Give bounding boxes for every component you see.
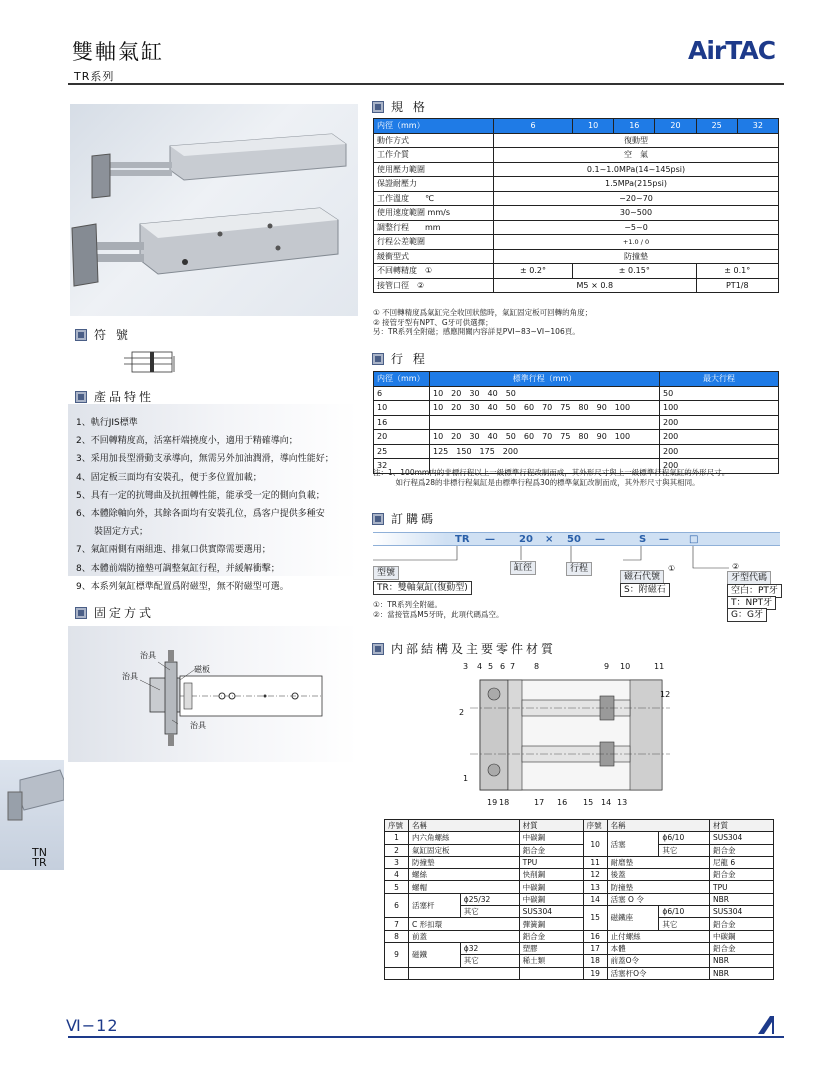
part-name: 螺帽 <box>409 881 520 893</box>
callout-number: 8 <box>534 662 540 671</box>
spec-row <box>374 133 779 148</box>
part-number: 11 <box>583 856 607 868</box>
header-divider <box>68 83 784 85</box>
section-symbol-title: 符 號 <box>94 328 131 342</box>
callout-number: 11 <box>654 662 665 671</box>
callout-number: 15 <box>583 798 594 807</box>
stroke-header-row <box>374 372 779 387</box>
parts-header-row <box>385 820 774 832</box>
part-name: 氣缸固定板 <box>409 844 520 856</box>
section-symbol <box>76 326 131 343</box>
part-number: 3 <box>385 856 409 868</box>
side-tab-tn: TN <box>32 846 47 859</box>
section-bullet-icon <box>373 644 383 654</box>
order-thread-label: 牙型代碼 <box>727 571 771 585</box>
mount-jig-label: 治具 <box>190 721 206 730</box>
part-material: TPU <box>519 856 583 868</box>
part-name: 耐磨墊 <box>607 856 709 868</box>
spec-value: 30~500 <box>494 206 779 221</box>
spec-key: 緩衝型式 <box>374 249 494 264</box>
parts-row <box>385 930 774 942</box>
side-tab-tr: TR <box>32 856 47 869</box>
parts-row <box>385 869 774 881</box>
parts-row <box>385 856 774 868</box>
part-number: 19 <box>583 967 607 979</box>
stroke-row <box>374 444 779 459</box>
feature-item: 4、固定板三面均有安裝孔，便于多位置加載； <box>76 472 262 483</box>
spec-row <box>374 249 779 264</box>
spec-key: 動作方式 <box>374 133 494 148</box>
stroke-cell: 25 <box>374 444 430 459</box>
spec-value: ± 0.2° <box>494 264 573 279</box>
pneumatic-symbol-icon <box>124 350 184 374</box>
section-features <box>76 388 154 405</box>
part-material: 鋁合金 <box>710 918 774 930</box>
page-title: 雙軸氣缸 <box>72 40 164 64</box>
parts-row <box>385 942 774 954</box>
callout-number: 19 <box>487 798 498 807</box>
parts-row <box>385 893 774 905</box>
section-spec-title: 規 格 <box>391 100 428 114</box>
section-bullet-icon <box>373 102 383 112</box>
part-number: 1 <box>385 832 409 844</box>
part-material: NBR <box>710 955 774 967</box>
stroke-cell: 50 <box>660 386 779 401</box>
section-order-title: 訂購碼 <box>391 512 437 526</box>
stroke-cell: 16 <box>374 415 430 430</box>
stroke-col-header: 内徑（mm） <box>374 372 430 387</box>
airtac-corner-logo-icon <box>756 1014 782 1036</box>
spec-row <box>374 264 779 279</box>
order-code-sep: — <box>659 534 669 545</box>
stroke-cell: 10 20 30 40 50 60 70 75 80 90 100 <box>430 430 660 445</box>
spec-table <box>373 118 779 293</box>
stroke-cell: 6 <box>374 386 430 401</box>
stroke-note: 如行程爲28的非標行程氣缸是由標準行程爲30的標準氣缸改制而成，其外形尺寸與其相同。 <box>373 477 700 487</box>
part-name: 活塞杆O令 <box>607 967 709 979</box>
stroke-cell <box>430 415 660 430</box>
part-name: 磁鐵 <box>409 942 461 967</box>
part-sub: 其它 <box>659 844 710 856</box>
part-number: 6 <box>385 893 409 918</box>
spec-note: 另：TR系列全附磁；感應開關内容詳見PVI−83~VI−106頁。 <box>373 327 580 336</box>
spec-value: 防撞墊 <box>494 249 779 264</box>
part-name: 防撞墊 <box>409 856 520 868</box>
feature-item: 3、采用加長型滑動支承導向，無需另外加油潤滑，導向性能好； <box>76 454 334 465</box>
stroke-cell: 10 <box>374 401 430 416</box>
spec-key: 工作介質 <box>374 148 494 163</box>
part-sub: 其它 <box>460 906 519 918</box>
spec-key: 保證耐壓力 <box>374 177 494 192</box>
part-number: 12 <box>583 869 607 881</box>
section-bullet-icon <box>76 330 86 340</box>
spec-value: ± 0.1° <box>696 264 778 279</box>
section-bullet-icon <box>373 514 383 524</box>
order-code-bar <box>373 532 780 546</box>
part-material: 塑膠 <box>519 942 583 954</box>
footer-divider <box>68 1036 784 1038</box>
spec-row <box>374 148 779 163</box>
parts-col-header: 序號 <box>385 820 409 832</box>
stroke-notes <box>373 468 729 487</box>
part-name: 内六角螺絲 <box>409 832 520 844</box>
spec-bore-label: 内徑（mm） <box>374 119 494 134</box>
part-name: 活塞 O 令 <box>607 893 709 905</box>
section-bullet-icon <box>373 354 383 364</box>
parts-row <box>385 881 774 893</box>
part-number: 2 <box>385 844 409 856</box>
order-code-part: 20 <box>519 534 533 545</box>
airtac-logo <box>688 34 784 64</box>
part-material: 鋁合金 <box>519 930 583 942</box>
feature-item: 6、本體除軸向外，其餘各面均有安裝孔位，爲客户提供多種安 <box>76 509 325 520</box>
stroke-cell: 200 <box>660 459 779 474</box>
part-name: 活塞杆 <box>409 893 461 918</box>
feature-item: 8、本體前端防撞墊可調整氣缸行程，并緩解衝擊； <box>76 563 280 574</box>
spec-value: ± 0.15° <box>573 264 697 279</box>
spec-bore: 20 <box>655 119 696 134</box>
order-code-sep: × <box>545 534 554 545</box>
spec-value: 空 氣 <box>494 148 779 163</box>
callout-number: 6 <box>500 662 506 671</box>
stroke-cell: 20 <box>374 430 430 445</box>
spec-value: −5~0 <box>494 220 779 235</box>
part-name: 螺絲 <box>409 869 520 881</box>
part-sub: 其它 <box>460 955 519 967</box>
spec-value: 復動型 <box>494 133 779 148</box>
spec-bore: 25 <box>696 119 737 134</box>
spec-key: 工作溫度 ℃ <box>374 191 494 206</box>
mount-plate-label: 磁板 <box>194 665 210 674</box>
callout-number: 12 <box>660 690 671 699</box>
order-code-part: 50 <box>567 534 581 545</box>
part-number: 7 <box>385 918 409 930</box>
order-note: ①：TR系列全附磁。 <box>373 600 443 609</box>
spec-value: 0.1~1.0MPa(14~145psi) <box>494 162 779 177</box>
section-structure-title: 内部結構及主要零件材質 <box>391 642 557 656</box>
spec-bore: 32 <box>737 119 778 134</box>
feature-item: 5、具有一定的抗彎曲及抗扭轉性能，能承受一定的側向負載； <box>76 490 325 501</box>
spec-row <box>374 206 779 221</box>
spec-header-row <box>374 119 779 134</box>
callout-number: 16 <box>557 798 568 807</box>
spec-row <box>374 162 779 177</box>
order-stroke-label: 行程 <box>566 562 592 576</box>
part-material: 中碳鋼 <box>710 930 774 942</box>
spec-key: 行程公差範圍 <box>374 235 494 250</box>
callout-number: 13 <box>617 798 628 807</box>
callout-number: 14 <box>601 798 612 807</box>
part-material: 鋁合金 <box>710 942 774 954</box>
stroke-col-header: 標準行程（mm） <box>430 372 660 387</box>
part-material: 鋁合金 <box>710 844 774 856</box>
side-tab-product-icon <box>0 760 64 846</box>
spec-row <box>374 191 779 206</box>
spec-value: PT1/8 <box>696 278 778 293</box>
order-magnet-label: 磁石代號 <box>620 570 664 584</box>
callout-number: 18 <box>499 798 510 807</box>
callout-number: 1 <box>463 774 469 783</box>
callout-number: 4 <box>477 662 483 671</box>
part-name: 本體 <box>607 942 709 954</box>
stroke-cell: 200 <box>660 415 779 430</box>
order-type-label: 型號 <box>373 566 399 580</box>
stroke-col-header: 最大行程 <box>660 372 779 387</box>
part-material: 中碳鋼 <box>519 881 583 893</box>
callout-number: 3 <box>463 662 469 671</box>
part-sub: ϕ6/10 <box>659 906 710 918</box>
parts-col-header: 材質 <box>519 820 583 832</box>
part-material: 彈簧鋼 <box>519 918 583 930</box>
stroke-cell: 125 150 175 200 <box>430 444 660 459</box>
side-tab-label <box>32 848 47 868</box>
order-thread-value: 空白：PT牙 <box>727 584 782 598</box>
callout-number: 9 <box>604 662 610 671</box>
section-stroke <box>373 350 428 367</box>
stroke-note: 注：1、100mm内的非標行程以上一級標準行程改制而成，其外形尺寸與上一級標準行程氣缸的外形尺寸。 <box>373 468 730 477</box>
parts-table <box>384 819 774 980</box>
part-material: 尼龍 6 <box>710 856 774 868</box>
spec-bore: 6 <box>494 119 573 134</box>
section-spec <box>373 98 428 115</box>
order-code-part: S <box>639 534 647 545</box>
stroke-cell: 100 <box>660 401 779 416</box>
part-sub: ϕ32 <box>460 942 519 954</box>
part-sub: 其它 <box>659 918 710 930</box>
order-note: ②：當接管爲M5牙時，此項代碼爲空。 <box>373 609 504 619</box>
part-material: 鋁合金 <box>519 844 583 856</box>
mount-jig-label: 治具 <box>140 651 156 660</box>
logo-text: AirTAC <box>688 36 776 64</box>
part-material: SUS304 <box>710 906 774 918</box>
spec-notes <box>373 308 592 337</box>
section-stroke-title: 行 程 <box>391 352 428 366</box>
part-material: SUS304 <box>519 906 583 918</box>
part-name: 前蓋O令 <box>607 955 709 967</box>
callout-number: 7 <box>510 662 516 671</box>
spec-row <box>374 235 779 250</box>
section-features-title: 產品特性 <box>94 390 155 404</box>
part-number: 13 <box>583 881 607 893</box>
part-number: 5 <box>385 881 409 893</box>
callout-number: 5 <box>488 662 494 671</box>
part-name: 防撞墊 <box>607 881 709 893</box>
stroke-row <box>374 430 779 445</box>
feature-item: 7、氣缸兩側有兩組進、排氣口供實際需要選用； <box>76 545 271 556</box>
part-material: 鋁合金 <box>710 869 774 881</box>
part-number: 9 <box>385 942 409 967</box>
stroke-cell: 32 <box>374 459 430 474</box>
part-material: SUS304 <box>710 832 774 844</box>
part-material: NBR <box>710 967 774 979</box>
parts-col-header: 名稱 <box>607 820 709 832</box>
parts-col-header: 序號 <box>583 820 607 832</box>
spec-row <box>374 278 779 293</box>
stroke-row <box>374 401 779 416</box>
parts-col-header: 材質 <box>710 820 774 832</box>
spec-key: 接管口徑 ② <box>374 278 494 293</box>
part-number: 10 <box>583 832 607 857</box>
feature-item: 1、軌行JIS標準 <box>76 418 138 428</box>
order-thread-value: G：G牙 <box>727 608 767 622</box>
stroke-cell: 10 20 30 40 50 60 70 75 80 90 100 <box>430 401 660 416</box>
features-list <box>76 414 334 596</box>
part-sub: ϕ6/10 <box>659 832 710 844</box>
order-code-part: □ <box>689 534 699 545</box>
order-type-value: TR：雙軸氣缸(復動型) <box>373 581 472 595</box>
spec-value: −20~70 <box>494 191 779 206</box>
page-number: Ⅵ−12 <box>66 1016 119 1035</box>
part-number: 18 <box>583 955 607 967</box>
stroke-row <box>374 386 779 401</box>
part-material: NBR <box>710 893 774 905</box>
part-name: C 形扣環 <box>409 918 520 930</box>
parts-col-header: 名稱 <box>409 820 520 832</box>
part-number: 15 <box>583 906 607 931</box>
section-mount <box>76 604 154 621</box>
part-material: 中碳鋼 <box>519 893 583 905</box>
part-number: 14 <box>583 893 607 905</box>
part-material: 稀土類 <box>519 955 583 967</box>
stroke-cell: 200 <box>660 444 779 459</box>
spec-note: ① 不回轉精度爲氣缸完全收回狀態時，氣缸固定板可回轉的角度； <box>373 308 593 317</box>
series-label: TR系列 <box>74 70 115 83</box>
stroke-row <box>374 415 779 430</box>
part-number: 4 <box>385 869 409 881</box>
part-name: 止付螺絲 <box>607 930 709 942</box>
part-number: 16 <box>583 930 607 942</box>
part-name: 後蓋 <box>607 869 709 881</box>
section-order <box>373 510 436 527</box>
stroke-cell: 10 20 30 40 50 <box>430 386 660 401</box>
order-magnet-value: S：附磁石 <box>620 583 670 597</box>
feature-item: 9、本系列氣缸標準配置爲附磁型，無不附磁型可選。 <box>76 581 289 592</box>
part-name: 活塞 <box>607 832 659 857</box>
part-material: 快削鋼 <box>519 869 583 881</box>
parts-row <box>385 918 774 930</box>
parts-row <box>385 844 774 856</box>
part-number: 8 <box>385 930 409 942</box>
product-photo <box>70 104 358 316</box>
spec-key: 調整行程 mm <box>374 220 494 235</box>
feature-item: 2、不回轉精度高，活塞杆端撓度小，適用于精確導向； <box>76 436 298 447</box>
spec-row <box>374 220 779 235</box>
order-bore-label: 缸徑 <box>510 561 536 575</box>
order-code-sep: — <box>485 534 495 545</box>
callout-number: 17 <box>534 798 545 807</box>
part-material: TPU <box>710 881 774 893</box>
spec-bore: 16 <box>614 119 655 134</box>
spec-row <box>374 177 779 192</box>
part-sub: ϕ25/32 <box>460 893 519 905</box>
spec-value: 1.5MPa(215psi) <box>494 177 779 192</box>
feature-item: 裝固定方式； <box>76 527 149 538</box>
order-code-part: TR <box>455 534 470 545</box>
spec-note: ② 接管牙型有NPT、G牙可供選擇； <box>373 317 493 327</box>
spec-key: 不回轉精度 ① <box>374 264 494 279</box>
order-thread-value: T：NPT牙 <box>727 596 776 610</box>
part-name: 磁鐵座 <box>607 906 659 931</box>
structure-drawing <box>470 672 670 798</box>
callout-number: 10 <box>620 662 631 671</box>
spec-value: M5 × 0.8 <box>494 278 697 293</box>
stroke-cell: 200 <box>660 430 779 445</box>
section-mount-title: 固定方式 <box>94 606 155 620</box>
order-magnet-note-mark: ① <box>668 564 676 573</box>
part-name: 前蓋 <box>409 930 520 942</box>
part-material: 中碳鋼 <box>519 832 583 844</box>
spec-bore: 10 <box>573 119 614 134</box>
parts-row <box>385 967 774 979</box>
spec-key: 使用壓力範圍 <box>374 162 494 177</box>
parts-row <box>385 832 774 844</box>
part-number: 17 <box>583 942 607 954</box>
stroke-table <box>373 371 779 474</box>
spec-value: +1.0 / 0 <box>494 235 779 250</box>
mount-jig-label: 治具 <box>122 672 138 681</box>
spec-key: 使用速度範圍 mm/s <box>374 206 494 221</box>
section-structure <box>373 640 556 657</box>
callout-number: 2 <box>459 708 465 717</box>
section-bullet-icon <box>76 392 86 402</box>
order-code-sep: — <box>595 534 605 545</box>
order-notes <box>373 600 503 619</box>
section-bullet-icon <box>76 608 86 618</box>
order-thread-note-mark: ② <box>732 562 740 571</box>
